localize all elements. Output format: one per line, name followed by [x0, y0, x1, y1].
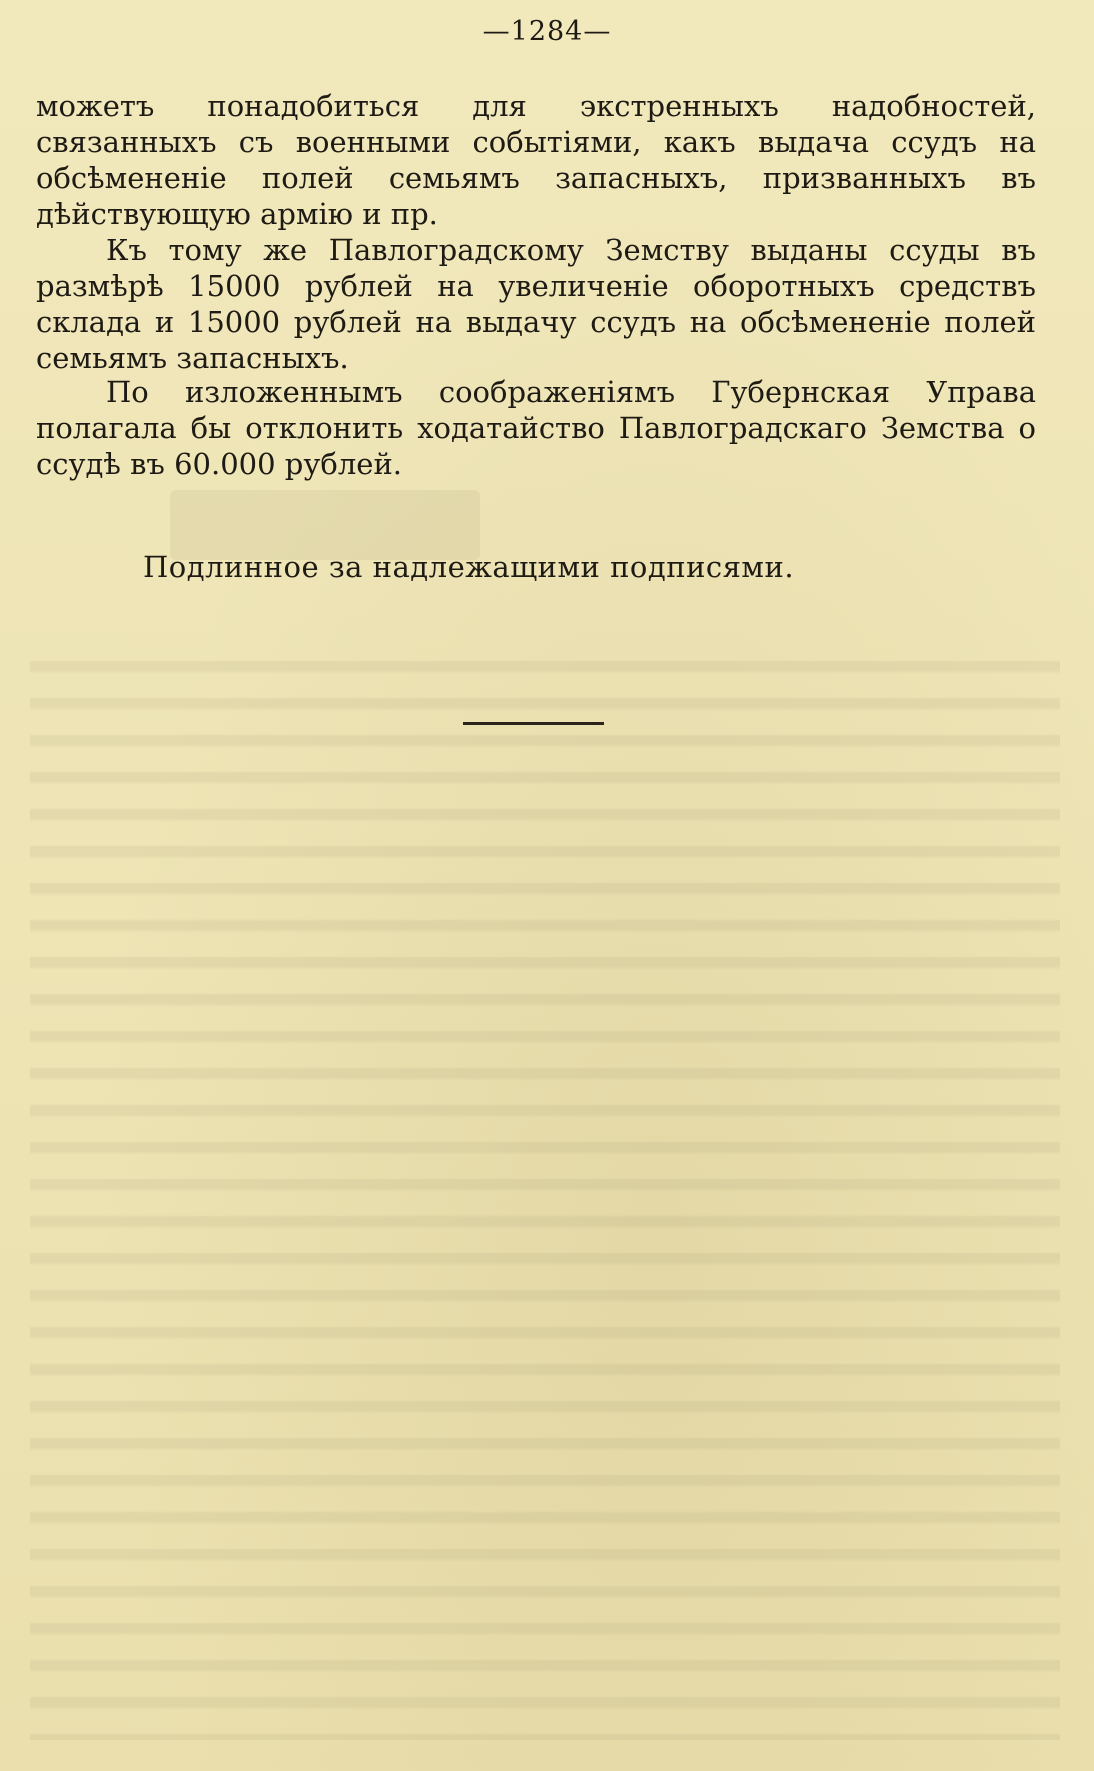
- paragraph-1: [36, 88, 1036, 232]
- signature-line: Подлинное за надлежащими подписями.: [143, 550, 795, 584]
- paragraph-2: [36, 232, 1036, 376]
- section-divider: [463, 722, 604, 725]
- paragraph-2-text: Къ тому же Павлоградскому Земству выданы ссуды въ размѣрѣ 15000 рублей на увеличенiе оборотныхъ средствъ склада и 15000 рублей на выдачу ссудъ на обсѣмененiе полей семьямъ запасныхъ.: [36, 233, 1036, 375]
- show-through-text-background: [30, 640, 1060, 1740]
- page-number: —1284—: [482, 16, 612, 47]
- paragraph-3-text: По изложеннымъ соображенiямъ Губернская Управа полагала бы отклонить ходатайство Павлоградскаго Земства о ссудѣ въ 60.000 рублей.: [36, 375, 1036, 481]
- paragraph-3: [36, 374, 1036, 482]
- paragraph-1-text: можетъ понадобиться для экстренныхъ надобностей, связанныхъ съ военными событiями, какъ выдача ссудъ на обсѣмененiе полей семьямъ запасныхъ, призванныхъ въ дѣйствующую армiю и пр.: [36, 89, 1036, 231]
